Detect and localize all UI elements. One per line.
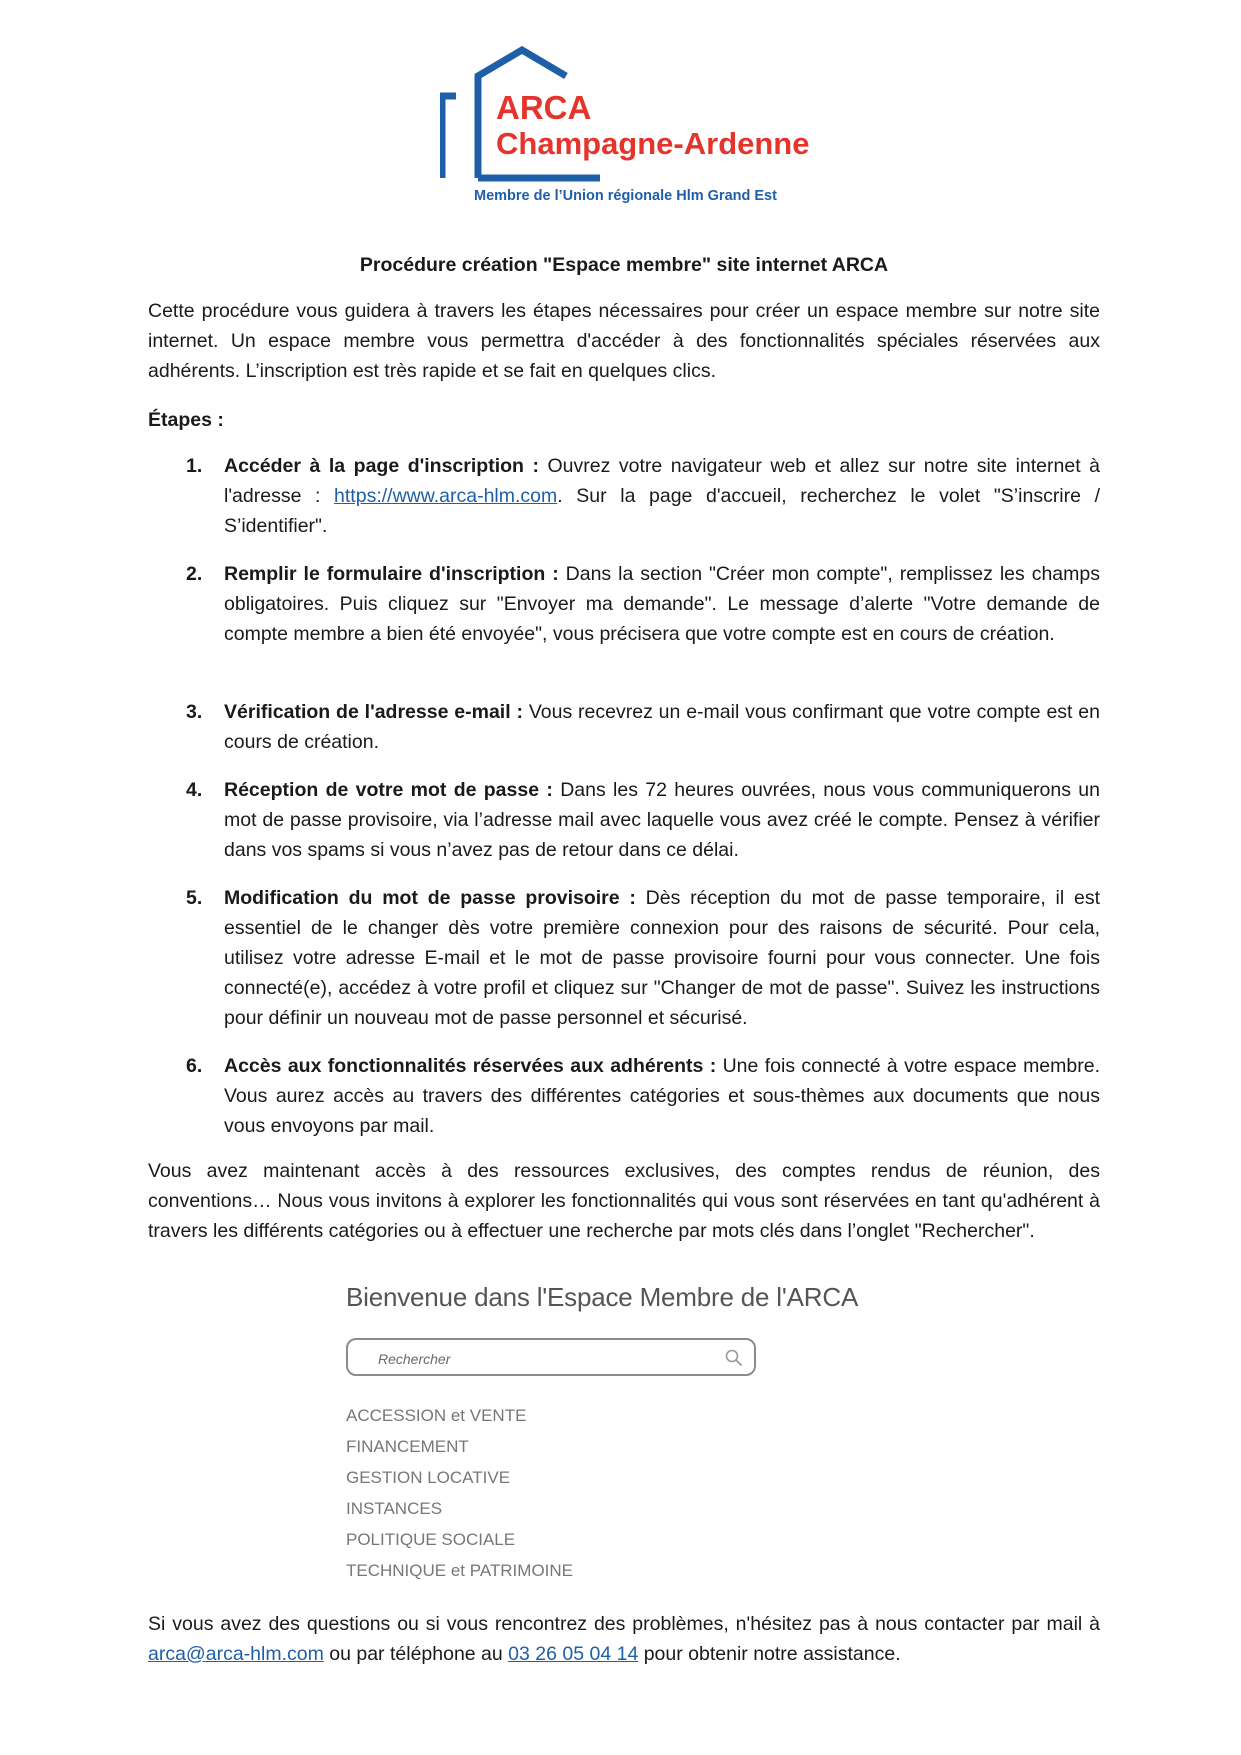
step-body bbox=[224, 697, 1100, 757]
step-body bbox=[224, 775, 1100, 865]
phone-link[interactable]: 03 26 05 04 14 bbox=[508, 1643, 639, 1665]
category-item-technique-patrimoine[interactable]: TECHNIQUE et PATRIMOINE bbox=[346, 1561, 574, 1580]
steps-heading: Étapes : bbox=[148, 409, 224, 431]
step-text: Vous recevrez un e-mail vous confirmant que votre compte est en cours de création. bbox=[224, 701, 1100, 753]
search-input[interactable] bbox=[376, 1346, 710, 1372]
step-heading: Accéder à la page d'inscription : bbox=[224, 455, 539, 477]
member-space-welcome-title: Bienvenue dans l'Espace Membre de l'ARCA bbox=[346, 1282, 859, 1312]
step-heading: Modification du mot de passe provisoire : bbox=[224, 887, 636, 909]
logo-tagline: Membre de l’Union régionale Hlm Grand Est bbox=[474, 188, 777, 204]
search-icon[interactable] bbox=[724, 1348, 744, 1368]
step-heading: Vérification de l'adresse e-mail : bbox=[224, 701, 523, 723]
contact-text: pour obtenir notre assistance. bbox=[638, 1643, 901, 1665]
step-number: 2. bbox=[186, 563, 203, 585]
contact-text: ou par téléphone au bbox=[323, 1643, 509, 1665]
step-text: Dans la section "Créer mon compte", remplissez les champs obligatoires. Puis cliquez sur "Envoyer ma demande". Le message d’alerte "Votre demande de compte membre a bien été envoyée", vous précisera que votre compte est en cours de création. bbox=[224, 563, 1100, 645]
category-item-gestion-locative[interactable]: GESTION LOCATIVE bbox=[346, 1468, 511, 1487]
step-number: 6. bbox=[186, 1055, 203, 1077]
step-number: 1. bbox=[186, 455, 203, 477]
step-body bbox=[224, 559, 1100, 649]
member-space-search-box[interactable] bbox=[346, 1338, 756, 1376]
document-title: Procédure création "Espace membre" site internet ARCA bbox=[359, 254, 889, 276]
website-link[interactable]: https://www.arca-hlm.com bbox=[334, 485, 558, 507]
step-text: Une fois connecté à votre espace membre. Vous aurez accès au travers des différentes catégories et sous-thèmes aux documents que nous vous envoyons par mail. bbox=[224, 1055, 1100, 1137]
category-item-financement[interactable]: FINANCEMENT bbox=[346, 1437, 469, 1456]
category-list bbox=[346, 1400, 573, 1586]
step-text: . Sur la page d'accueil, recherchez le volet "S’inscrire / S’identifier". bbox=[224, 485, 1100, 537]
outro-paragraph: Vous avez maintenant accès à des ressources exclusives, des comptes rendus de réunion, des conventions… Nous vous invitons à explorer les fonctionnalités qui vous sont réservées en tant qu'adhérent à travers les différents catégories ou à effectuer une recherche par mots clés dans l’onglet "Rechercher". bbox=[148, 1160, 1100, 1242]
step-text: Dès réception du mot de passe temporaire, il est essentiel de le changer dès votre première connexion pour des raisons de sécurité. Pour cela, utilisez votre adresse E-mail et le mot de passe provisoire fourni pour vous connecter. Une fois connecté(e), accédez à votre profil et cliquez sur "Changer de mot de passe". Suivez les instructions pour définir un nouveau mot de passe personnel et sécurisé. bbox=[224, 887, 1100, 1029]
step-number: 4. bbox=[186, 779, 203, 801]
step-number: 5. bbox=[186, 887, 203, 909]
category-item-politique-sociale[interactable]: POLITIQUE SOCIALE bbox=[346, 1530, 516, 1549]
intro-paragraph: Cette procédure vous guidera à travers les étapes nécessaires pour créer un espace membre sur notre site internet. Un espace membre vous permettra d'accéder à des fonctionnalités spéciales réservées aux adhérents. L’inscription est très rapide et se fait en quelques clics. bbox=[148, 300, 1100, 382]
step-text: Ouvrez votre navigateur web et allez sur notre site internet à l'adresse : bbox=[224, 455, 1100, 507]
contact-text: Si vous avez des questions ou si vous rencontrez des problèmes, n'hésitez pas à nous contacter par mail à bbox=[148, 1613, 1100, 1635]
arca-logo bbox=[440, 46, 820, 216]
step-body bbox=[224, 1051, 1100, 1141]
logo-brand-line1: ARCA bbox=[496, 89, 592, 126]
category-item-instances[interactable]: INSTANCES bbox=[346, 1499, 443, 1518]
contact-paragraph bbox=[148, 1609, 1100, 1669]
member-space-screenshot bbox=[346, 1280, 946, 1580]
step-body bbox=[224, 883, 1100, 1033]
email-link[interactable]: arca@arca-hlm.com bbox=[148, 1643, 324, 1665]
category-item-accession-vente[interactable]: ACCESSION et VENTE bbox=[346, 1406, 527, 1425]
step-body bbox=[224, 451, 1100, 541]
step-number: 3. bbox=[186, 701, 203, 723]
step-heading: Réception de votre mot de passe : bbox=[224, 779, 553, 801]
step-heading: Remplir le formulaire d'inscription : bbox=[224, 563, 559, 585]
step-heading: Accès aux fonctionnalités réservées aux adhérents : bbox=[224, 1055, 717, 1077]
logo-brand-line2: Champagne-Ardenne bbox=[496, 126, 810, 161]
step-text: Dans les 72 heures ouvrées, nous vous communiquerons un mot de passe provisoire, via l’adresse mail avec laquelle vous avez créé le compte. Pensez à vérifier dans vos spams si vous n’avez pas de retour dans ce délai. bbox=[224, 779, 1100, 861]
